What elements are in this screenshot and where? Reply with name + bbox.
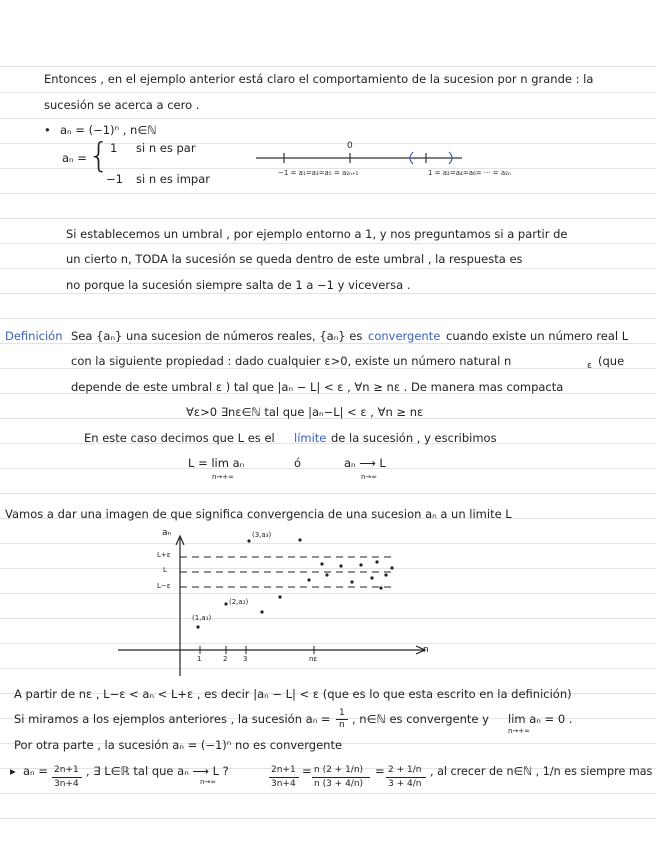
last-frac4-num: 2 + 1/n xyxy=(388,765,422,775)
level-label-limit: L xyxy=(163,566,167,574)
seq-point-13 xyxy=(370,576,373,579)
axis-zero-label: 0 xyxy=(347,141,353,151)
x-tick-label-3: 3 xyxy=(243,655,248,663)
definition-keyword-limite: límite xyxy=(294,431,327,445)
last-frac3-den: n (3 + 4/n) xyxy=(314,779,364,789)
piecewise-lhs: aₙ = xyxy=(62,151,87,165)
seq-point-15 xyxy=(375,560,378,563)
conclusion-line-2a: Si miramos a los ejemplos anteriores , la sucesión aₙ = xyxy=(14,712,331,726)
conclusion-limit: lim aₙ = 0 . xyxy=(508,712,573,726)
last-frac4-den: 3 + 4/n xyxy=(388,779,422,789)
seq-point-8 xyxy=(320,562,323,565)
definition-line-1b: cuando existe un número real L xyxy=(446,329,629,343)
seq-point-3 xyxy=(247,539,250,542)
case-1-condition: si n es par xyxy=(136,141,196,155)
arrow-expression: aₙ ⟶ L xyxy=(344,456,386,470)
seq-point-17 xyxy=(390,566,393,569)
last-frac2-den: 3n+4 xyxy=(271,779,296,789)
last-frac3-bar xyxy=(312,777,370,778)
last-question-sub: n→∞ xyxy=(200,778,217,786)
seq-point-6 xyxy=(298,538,301,541)
case-1-value: 1 xyxy=(110,141,118,155)
last-frac1-num: 2n+1 xyxy=(54,765,79,775)
intro-line-1: Entonces , en el ejemplo anterior está claro el comportamiento de la sucesion por n grande : la xyxy=(44,72,594,86)
definition-line-2-end: (que xyxy=(598,354,625,368)
definition-keyword-convergente: convergente xyxy=(368,329,441,343)
graph-x-label: n xyxy=(423,645,429,655)
example-bullet: • xyxy=(44,123,51,137)
case-2-condition: si n es impar xyxy=(136,172,210,186)
limit-subscript: n→+∞ xyxy=(212,473,234,481)
seq-point-1 xyxy=(196,625,199,628)
axis-left-label: −1 = a₁=a₃=a₅ = a₂ₙ₊₁ xyxy=(278,169,359,177)
limit-expression: L = lim aₙ xyxy=(188,456,245,470)
conclusion-line-3: Por otra parte , la sucesión aₙ = (−1)ⁿ no es convergente xyxy=(14,738,343,752)
point-label-2: (2,a₂) xyxy=(229,598,249,606)
last-frac2-num: 2n+1 xyxy=(271,765,296,775)
last-frac3-num: n (2 + 1/n) xyxy=(314,765,364,775)
last-eq-1: = xyxy=(302,764,312,778)
seq-point-7 xyxy=(307,578,310,581)
seq-point-9 xyxy=(325,573,328,576)
graph-y-label: aₙ xyxy=(162,528,172,538)
seq-point-4 xyxy=(260,610,263,613)
last-frac1-bar xyxy=(52,777,82,778)
level-label-upper: L+ε xyxy=(157,551,171,559)
conclusion-line-2b: , n∈ℕ es convergente y xyxy=(352,712,489,726)
last-question: , ∃ L∈ℝ tal que aₙ ⟶ L ? xyxy=(86,764,229,778)
definition-label: Definición xyxy=(5,329,63,343)
x-tick-label-2: 2 xyxy=(223,655,228,663)
definition-line-4b: de la sucesión , y escribimos xyxy=(331,431,497,445)
threshold-line-3: no porque la sucesión siempre salta de 1 a −1 y viceversa . xyxy=(66,278,411,292)
threshold-line-1: Si establecemos un umbral , por ejemplo entorno a 1, y nos preguntamos si a partir de xyxy=(66,227,568,241)
piecewise-brace: { xyxy=(88,136,110,176)
or-word: ó xyxy=(294,456,302,470)
x-tick-label-n-eps: nε xyxy=(309,655,318,663)
example-definition: aₙ = (−1)ⁿ , n∈ℕ xyxy=(60,123,157,137)
definition-line-2-sub: ε xyxy=(587,361,592,371)
graph-intro: Vamos a dar una imagen de que significa convergencia de una sucesion aₙ a un limite L xyxy=(5,507,512,521)
point-label-1: (1,a₁) xyxy=(192,614,212,622)
conclusion-frac-den: n xyxy=(339,720,345,730)
conclusion-frac-num: 1 xyxy=(339,708,345,718)
axis-right-label: 1 = a₂=a₄=a₆= ··· = a₂ₙ xyxy=(428,169,511,177)
threshold-line-2: un cierto n, TODA la sucesión se queda dentro de este umbral , la respuesta es xyxy=(66,252,523,266)
point-label-3: (3,a₃) xyxy=(252,531,272,539)
definition-formula: ∀ε>0 ∃nε∈ℕ tal que |aₙ−L| < ε , ∀n ≥ nε xyxy=(186,405,424,419)
case-2-value: −1 xyxy=(106,172,123,186)
definition-line-1a: Sea {aₙ} una sucesion de números reales, {aₙ} es xyxy=(71,329,363,343)
definition-line-3: depende de este umbral ε ) tal que |aₙ − L| < ε , ∀n ≥ nε . De manera mas compacta xyxy=(71,380,564,394)
seq-point-10 xyxy=(339,564,342,567)
level-label-lower: L−ε xyxy=(157,582,171,590)
definition-line-2: con la siguiente propiedad : dado cualquier ε>0, existe un número natural n xyxy=(71,354,512,368)
seq-point-16 xyxy=(379,586,382,589)
seq-point-11 xyxy=(350,580,353,583)
intro-line-2: sucesión se acerca a cero . xyxy=(44,98,200,112)
seq-point-14 xyxy=(384,573,387,576)
definition-line-4a: En este caso decimos que L es el xyxy=(84,431,275,445)
last-frac4-bar xyxy=(386,777,426,778)
x-tick-label-1: 1 xyxy=(197,655,202,663)
conclusion-line-1: A partir de nε , L−ε < aₙ < L+ε , es decir |aₙ − L| < ε (que es lo que esta escrito en la definición) xyxy=(14,687,572,701)
seq-point-12 xyxy=(359,563,362,566)
last-bullet: ▸ xyxy=(10,764,16,778)
arrow-subscript: n→∞ xyxy=(361,473,378,481)
seq-point-5 xyxy=(278,595,281,598)
last-frac2-bar xyxy=(269,777,299,778)
last-eq-2: = xyxy=(375,764,385,778)
seq-point-2 xyxy=(224,602,227,605)
last-tail: , al crecer de n∈ℕ , 1/n es siempre mas xyxy=(430,764,653,778)
last-lhs: aₙ = xyxy=(23,764,48,778)
last-frac1-den: 3n+4 xyxy=(54,779,79,789)
conclusion-limit-sub: n→+∞ xyxy=(508,727,530,735)
